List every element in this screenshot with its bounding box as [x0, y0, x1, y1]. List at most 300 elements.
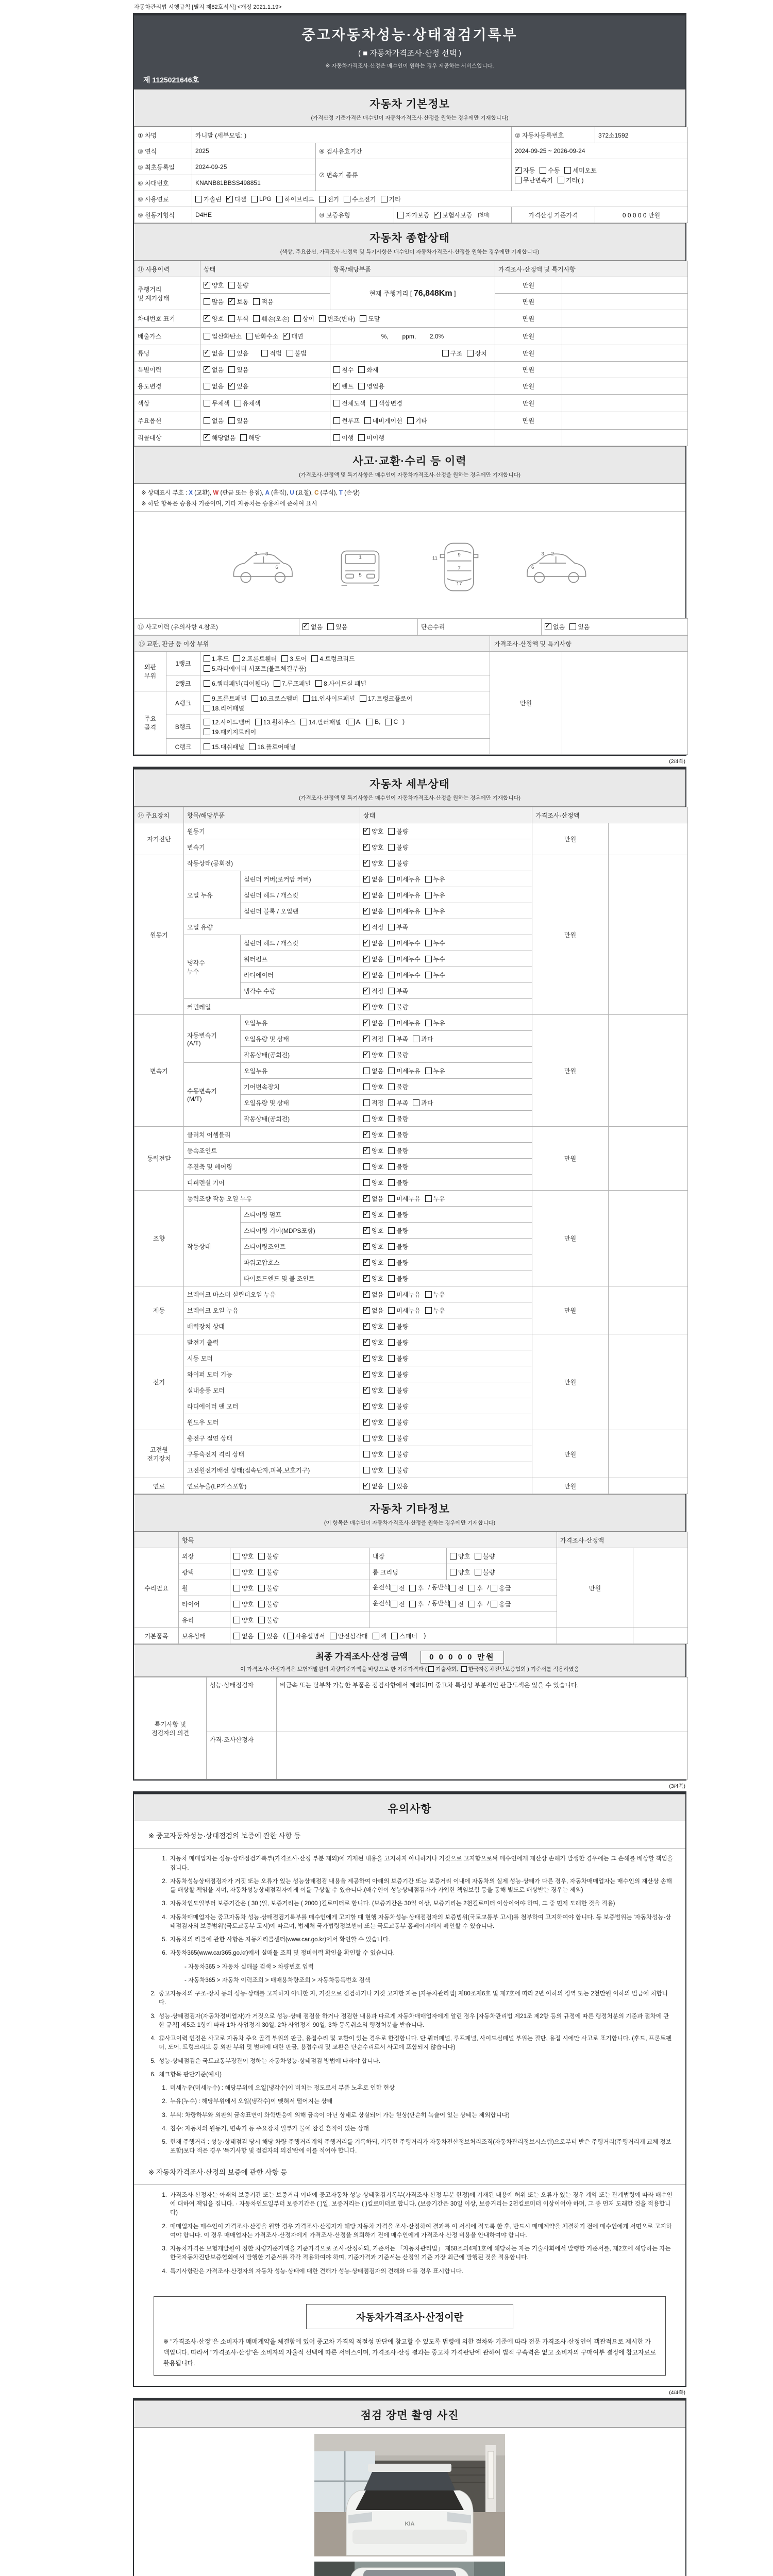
unchecked-checkbox-icon	[363, 1467, 370, 1473]
checkbox[interactable]	[388, 1322, 408, 1331]
checkbox[interactable]	[449, 1584, 464, 1592]
checkbox[interactable]	[428, 1665, 458, 1673]
checkbox[interactable]	[391, 1632, 417, 1640]
checkbox[interactable]	[363, 1082, 383, 1091]
checkbox[interactable]	[204, 727, 256, 736]
cell-text: / 동반석	[428, 1600, 450, 1607]
table-cell	[360, 1175, 532, 1191]
checkbox[interactable]	[258, 1552, 278, 1561]
checkbox[interactable]	[363, 875, 383, 884]
checkbox[interactable]	[425, 939, 445, 947]
checkbox[interactable]	[363, 1322, 383, 1331]
checkbox[interactable]	[558, 176, 584, 184]
checkbox-label: 불량	[266, 1616, 279, 1624]
checkbox[interactable]	[258, 1616, 278, 1624]
cell-text: 현재 주행거리 [	[369, 290, 414, 297]
checkbox[interactable]	[425, 907, 445, 916]
checkbox[interactable]	[388, 1242, 408, 1251]
checkbox[interactable]	[425, 1306, 445, 1315]
checkbox[interactable]	[363, 1370, 383, 1379]
checkbox[interactable]	[425, 971, 445, 979]
unchecked-checkbox-icon	[388, 828, 395, 835]
table-cell	[241, 871, 360, 887]
checkbox[interactable]	[388, 891, 420, 900]
checkbox[interactable]	[388, 1019, 420, 1027]
unchecked-checkbox-icon	[388, 1483, 395, 1489]
checkbox[interactable]	[388, 1098, 408, 1107]
table-cell	[135, 310, 200, 328]
checkbox[interactable]	[388, 875, 420, 884]
checkbox-label: 누유	[433, 1019, 445, 1027]
cell-text: 오일누유	[244, 1019, 268, 1027]
checkbox[interactable]	[475, 1552, 495, 1561]
notice-subheader: ※ 자동차가격조사·산정의 보증에 관한 사항 등	[134, 2161, 685, 2185]
checkbox[interactable]	[363, 1066, 383, 1075]
checkbox-label: A,	[356, 718, 362, 725]
table-cell	[360, 967, 532, 983]
checkbox[interactable]	[360, 314, 380, 323]
checkbox[interactable]	[388, 1450, 408, 1459]
checkbox[interactable]	[388, 1130, 408, 1139]
checkbox[interactable]	[330, 1632, 368, 1640]
checkbox[interactable]	[204, 679, 269, 688]
cell-text: 연료누출(LP가스포함)	[187, 1482, 247, 1490]
checkbox[interactable]	[204, 416, 224, 425]
unchecked-checkbox-icon	[333, 434, 340, 441]
checkbox[interactable]	[449, 1600, 464, 1608]
cell-text: 작동상태	[187, 1243, 211, 1250]
checkbox[interactable]	[388, 859, 408, 868]
checkbox[interactable]	[253, 297, 273, 306]
checkbox[interactable]	[388, 1258, 408, 1267]
checkbox[interactable]	[413, 1035, 433, 1043]
checkbox[interactable]	[540, 166, 560, 175]
checkbox[interactable]	[363, 1114, 383, 1123]
table-cell	[184, 1398, 360, 1414]
checkbox[interactable]	[233, 654, 277, 663]
note-text: (교환),	[192, 490, 213, 496]
cell-text: 주행거리	[138, 285, 162, 293]
checkbox[interactable]	[388, 1370, 408, 1379]
checkbox[interactable]	[363, 1450, 383, 1459]
checkbox[interactable]	[258, 1600, 278, 1608]
checkbox[interactable]	[391, 1584, 405, 1592]
table-cell	[184, 839, 360, 855]
checkbox[interactable]	[409, 1600, 424, 1608]
notice-item-text: ⑫사고이력 인정은 사고로 자동차 주요 골격 부위의 판금, 용접수리 및 교환이 있는 경우로 한정합니다. 단 쿼터패널, 루프패널, 사이드실패널 부위는 절단, 용접 시에만 사고로 표기합니다. (후드, 프론트펜더, 도어, 트렁크리드 등 외판 부위 및 범퍼에 대한 판금, 용접수리 및 교환은 단순수리로서 사고에 포함되지 않습니다)	[159, 2036, 672, 2051]
page-marker-3: (3/4쪽)	[669, 1783, 685, 1789]
checkbox[interactable]	[228, 314, 248, 323]
unchecked-checkbox-icon	[388, 924, 395, 930]
checkbox[interactable]	[409, 1584, 424, 1592]
checkbox[interactable]	[467, 349, 487, 358]
checkbox[interactable]	[300, 718, 341, 726]
checkbox[interactable]	[388, 1178, 408, 1187]
checkbox[interactable]	[261, 349, 281, 358]
checkbox-label: 8.사이드실 패널	[324, 680, 367, 687]
unchecked-checkbox-icon	[234, 400, 241, 406]
checkbox[interactable]	[333, 416, 360, 425]
checkbox[interactable]	[204, 694, 247, 703]
cell-text: 실린더 헤드 / 개스킷	[244, 939, 299, 947]
checkbox[interactable]	[373, 1632, 387, 1640]
checkbox[interactable]	[333, 433, 354, 442]
checkbox[interactable]	[228, 416, 248, 425]
checkbox[interactable]	[333, 382, 354, 391]
final-price-band	[134, 1644, 685, 1677]
checkbox[interactable]	[363, 1306, 383, 1315]
checkbox[interactable]	[345, 718, 362, 725]
checkbox[interactable]	[388, 987, 408, 995]
checkbox[interactable]	[228, 382, 248, 391]
checkbox[interactable]	[381, 195, 401, 204]
cell-text: 운전석	[373, 1584, 391, 1591]
checkbox[interactable]	[425, 875, 445, 884]
checkbox[interactable]	[363, 1434, 383, 1443]
checkbox[interactable]	[468, 1600, 483, 1608]
unchecked-checkbox-icon	[388, 956, 395, 962]
checkbox[interactable]	[319, 314, 355, 323]
checkbox[interactable]	[363, 843, 383, 852]
cell-text: 가격산정 기준가격	[528, 211, 578, 219]
checkbox[interactable]	[388, 1290, 420, 1299]
table-cell	[495, 430, 562, 446]
checkbox[interactable]	[204, 382, 224, 391]
checkbox[interactable]	[515, 176, 553, 184]
checkbox[interactable]	[315, 679, 366, 688]
unchecked-checkbox-icon	[425, 972, 432, 978]
checkbox[interactable]	[363, 1274, 383, 1283]
checkbox[interactable]	[363, 1466, 383, 1475]
checkbox[interactable]	[388, 1418, 408, 1427]
checkbox[interactable]	[388, 1402, 408, 1411]
checkbox[interactable]	[363, 955, 383, 963]
table-cell	[360, 983, 532, 999]
checkbox[interactable]	[204, 654, 229, 663]
checkbox[interactable]	[363, 859, 383, 868]
note-text: (부식),	[318, 490, 339, 496]
checkbox[interactable]	[388, 1354, 408, 1363]
checkbox[interactable]	[363, 1242, 383, 1251]
checkbox[interactable]	[363, 1290, 383, 1299]
checkbox[interactable]	[461, 1665, 526, 1673]
checkbox[interactable]	[258, 1568, 278, 1577]
checkbox[interactable]	[388, 1386, 408, 1395]
checkbox[interactable]	[363, 939, 383, 947]
checkbox[interactable]	[253, 314, 289, 323]
table-cell	[135, 855, 184, 1015]
checkbox-label: 양호	[372, 1323, 384, 1330]
checkbox[interactable]	[228, 297, 248, 306]
checkbox-label: 누유	[433, 1067, 445, 1075]
checkbox[interactable]	[287, 349, 307, 358]
cell-text: 만원	[564, 1155, 577, 1162]
checkbox[interactable]	[388, 1114, 408, 1123]
checkbox[interactable]	[294, 314, 314, 323]
table-cell	[360, 1286, 532, 1302]
checkbox[interactable]	[388, 1082, 408, 1091]
cell-text: ⑧ 사용연료	[138, 195, 169, 203]
checkbox[interactable]	[258, 1632, 278, 1640]
checkbox[interactable]	[391, 1600, 405, 1608]
checkbox[interactable]	[363, 1482, 383, 1490]
checkbox[interactable]	[363, 1050, 383, 1059]
checkbox[interactable]	[358, 433, 384, 442]
checkbox[interactable]	[425, 1066, 445, 1075]
table-cell	[241, 1079, 360, 1095]
notice-item-number: 3.	[150, 2013, 156, 2020]
cell-text: 냉각수	[187, 959, 205, 967]
table-cell	[135, 378, 200, 395]
checked-checkbox-icon	[363, 924, 370, 930]
checkbox[interactable]	[388, 939, 420, 947]
checkbox[interactable]	[311, 654, 355, 663]
checkbox[interactable]	[363, 1003, 383, 1011]
checkbox[interactable]	[303, 622, 323, 631]
checkbox[interactable]	[388, 827, 408, 836]
checkbox[interactable]	[545, 622, 565, 631]
checkbox[interactable]	[204, 399, 230, 408]
checkbox[interactable]	[475, 1568, 495, 1577]
checkbox[interactable]	[388, 1066, 420, 1075]
checkbox[interactable]	[425, 1019, 445, 1027]
checkbox[interactable]	[228, 349, 248, 358]
checkbox-label: 기술사회,	[435, 1666, 458, 1672]
cell-text: /	[487, 1584, 491, 1591]
cell-text: 커먼레일	[187, 1003, 211, 1011]
checkbox[interactable]	[249, 742, 296, 751]
checkbox[interactable]	[385, 718, 398, 725]
checkbox[interactable]	[388, 971, 420, 979]
checkbox[interactable]	[388, 1035, 408, 1043]
table-cell	[200, 412, 330, 430]
checkbox[interactable]	[388, 843, 408, 852]
checkbox[interactable]	[363, 1354, 383, 1363]
checkbox[interactable]	[204, 281, 224, 290]
checkbox-label: 없음	[372, 955, 384, 963]
checkbox[interactable]	[364, 416, 402, 425]
unchecked-checkbox-icon	[327, 623, 334, 630]
table-cell	[200, 430, 330, 446]
checkbox[interactable]	[388, 955, 420, 963]
checkbox[interactable]	[388, 1162, 408, 1171]
checkbox[interactable]	[413, 1098, 433, 1107]
table-cell	[562, 345, 688, 362]
checkbox[interactable]	[388, 1434, 408, 1443]
checkbox[interactable]	[388, 1050, 408, 1059]
checkbox[interactable]	[363, 923, 383, 931]
checkbox[interactable]	[303, 694, 355, 703]
checkbox[interactable]	[233, 1616, 254, 1624]
checkbox[interactable]	[204, 742, 244, 751]
table-cell	[135, 823, 184, 855]
table-cell	[184, 855, 360, 871]
checkbox[interactable]	[319, 195, 339, 204]
table-cell	[369, 1564, 447, 1580]
checkbox[interactable]	[251, 694, 298, 703]
checkbox[interactable]	[442, 349, 462, 358]
checkbox[interactable]	[363, 1098, 383, 1107]
checkbox[interactable]	[388, 923, 408, 931]
unchecked-checkbox-icon	[363, 1067, 370, 1074]
checkbox[interactable]	[370, 399, 402, 408]
checkbox[interactable]	[360, 694, 412, 703]
checkbox[interactable]	[204, 332, 242, 341]
checkbox[interactable]	[397, 211, 429, 219]
checkbox[interactable]	[228, 281, 248, 290]
checkbox[interactable]	[569, 622, 590, 631]
checkbox[interactable]	[363, 1019, 383, 1027]
checkbox[interactable]	[363, 907, 383, 916]
notice-item	[158, 1913, 673, 1931]
checkbox-label: 보통	[237, 298, 249, 306]
checkbox[interactable]	[228, 365, 248, 374]
major-devices	[134, 807, 685, 1494]
checkbox[interactable]	[363, 1386, 383, 1395]
checkbox[interactable]	[233, 1552, 254, 1561]
checkbox-label: 누유	[433, 1195, 445, 1202]
checkbox[interactable]	[363, 1210, 383, 1219]
checkbox-label: 없음	[372, 1307, 384, 1314]
checkbox[interactable]	[333, 365, 354, 374]
table-cell	[360, 855, 532, 871]
checkbox[interactable]	[283, 332, 303, 341]
checkbox-label: 없음	[372, 939, 384, 947]
checkbox[interactable]	[388, 1226, 408, 1235]
checkbox[interactable]	[363, 1146, 383, 1155]
checked-checkbox-icon	[363, 1387, 370, 1394]
checkbox[interactable]	[388, 1274, 408, 1283]
checkbox[interactable]	[363, 1162, 383, 1171]
checkbox[interactable]	[564, 166, 596, 175]
table-cell	[135, 1430, 184, 1478]
table-cell	[192, 191, 688, 207]
checkbox-label: 18.리어패널	[212, 704, 245, 712]
svg-text:5: 5	[359, 572, 362, 578]
checkbox[interactable]	[388, 1482, 408, 1490]
checkbox[interactable]	[363, 827, 383, 836]
checkbox[interactable]	[363, 987, 383, 995]
checkbox[interactable]	[204, 314, 224, 323]
checkbox[interactable]	[388, 907, 420, 916]
checkbox[interactable]	[388, 1146, 408, 1155]
checkbox[interactable]	[491, 1600, 511, 1608]
checkbox[interactable]	[251, 195, 272, 202]
pricing-info-title: 자동차가격조사·산정이란	[306, 2304, 513, 2329]
checkbox[interactable]	[276, 195, 314, 204]
checkbox[interactable]	[491, 1584, 511, 1592]
checkbox-label: 보험사보증	[442, 211, 473, 219]
checkbox[interactable]	[358, 382, 384, 391]
checkbox[interactable]	[246, 332, 278, 341]
checkbox[interactable]	[468, 1584, 483, 1592]
checkbox[interactable]	[233, 1600, 254, 1608]
checkbox[interactable]	[388, 1003, 408, 1011]
checkbox[interactable]	[388, 1194, 420, 1203]
checkbox[interactable]	[363, 1226, 383, 1235]
checkbox[interactable]	[363, 1418, 383, 1427]
checkbox-label: 14.필러패널	[308, 718, 341, 726]
checkbox[interactable]	[226, 195, 246, 204]
checkbox-label: 적정	[372, 1035, 384, 1043]
checkbox-label: 무채색	[212, 400, 230, 407]
section-accident-header	[134, 446, 685, 484]
checkbox[interactable]	[366, 718, 380, 725]
checkbox[interactable]	[363, 891, 383, 900]
checkbox[interactable]	[363, 1338, 383, 1347]
checkbox[interactable]	[233, 1584, 254, 1592]
unchecked-checkbox-icon	[315, 680, 322, 687]
table-cell	[360, 1143, 532, 1159]
checkbox[interactable]	[515, 166, 535, 175]
unchecked-checkbox-icon	[344, 196, 350, 202]
checked-checkbox-icon	[363, 1403, 370, 1410]
checkbox[interactable]	[363, 1258, 383, 1267]
checkbox[interactable]	[425, 1194, 445, 1203]
checkbox[interactable]	[204, 664, 307, 673]
checkbox[interactable]	[281, 654, 307, 663]
checkbox[interactable]	[363, 971, 383, 979]
checkbox[interactable]	[407, 416, 427, 425]
checkbox[interactable]	[333, 399, 365, 408]
checkbox[interactable]	[363, 1130, 383, 1139]
unchecked-checkbox-icon	[388, 1036, 395, 1042]
checkbox[interactable]	[195, 195, 222, 204]
checkbox[interactable]	[204, 365, 224, 374]
checkbox[interactable]	[363, 1194, 383, 1203]
checkbox[interactable]	[358, 365, 378, 374]
checkbox[interactable]	[204, 718, 250, 726]
unchecked-checkbox-icon	[363, 1451, 370, 1458]
checkbox[interactable]	[204, 704, 244, 713]
checkbox[interactable]	[204, 433, 236, 442]
checkbox[interactable]	[434, 211, 472, 219]
checkbox[interactable]	[425, 891, 445, 900]
checkbox[interactable]	[258, 1584, 278, 1592]
checkbox[interactable]	[233, 1568, 254, 1577]
checkbox[interactable]	[234, 399, 261, 408]
checkbox[interactable]	[425, 1290, 445, 1299]
cell-text: 추진축 및 베어링	[187, 1163, 232, 1171]
checkbox[interactable]	[255, 718, 296, 726]
checkbox-label: 불량	[396, 1211, 409, 1218]
checkbox[interactable]	[388, 1306, 420, 1315]
checkbox[interactable]	[233, 1632, 254, 1640]
checkbox[interactable]	[450, 1568, 470, 1577]
checkbox[interactable]	[327, 622, 347, 631]
checkbox[interactable]	[287, 1632, 325, 1640]
checkbox-label: 미세누수	[396, 939, 421, 947]
checkbox-label: 한국자동차진단보증협회	[468, 1666, 526, 1672]
checkbox-label: 양호	[372, 1370, 384, 1378]
checkbox[interactable]	[388, 1338, 408, 1347]
unchecked-checkbox-icon	[425, 1195, 432, 1202]
checkbox[interactable]	[204, 349, 224, 358]
checkbox[interactable]	[363, 1402, 383, 1411]
checkbox[interactable]	[388, 1210, 408, 1219]
table-cell	[192, 207, 316, 223]
checkbox[interactable]	[425, 955, 445, 963]
checkbox[interactable]	[363, 1178, 383, 1187]
checkbox[interactable]	[450, 1552, 470, 1561]
checkbox[interactable]	[274, 679, 311, 688]
checkbox[interactable]	[388, 1466, 408, 1475]
checkbox[interactable]	[344, 195, 376, 204]
checkbox[interactable]	[363, 1035, 383, 1043]
checkbox[interactable]	[204, 297, 224, 306]
inspection-photo-rear	[314, 2562, 506, 2576]
checkbox[interactable]	[240, 433, 260, 442]
